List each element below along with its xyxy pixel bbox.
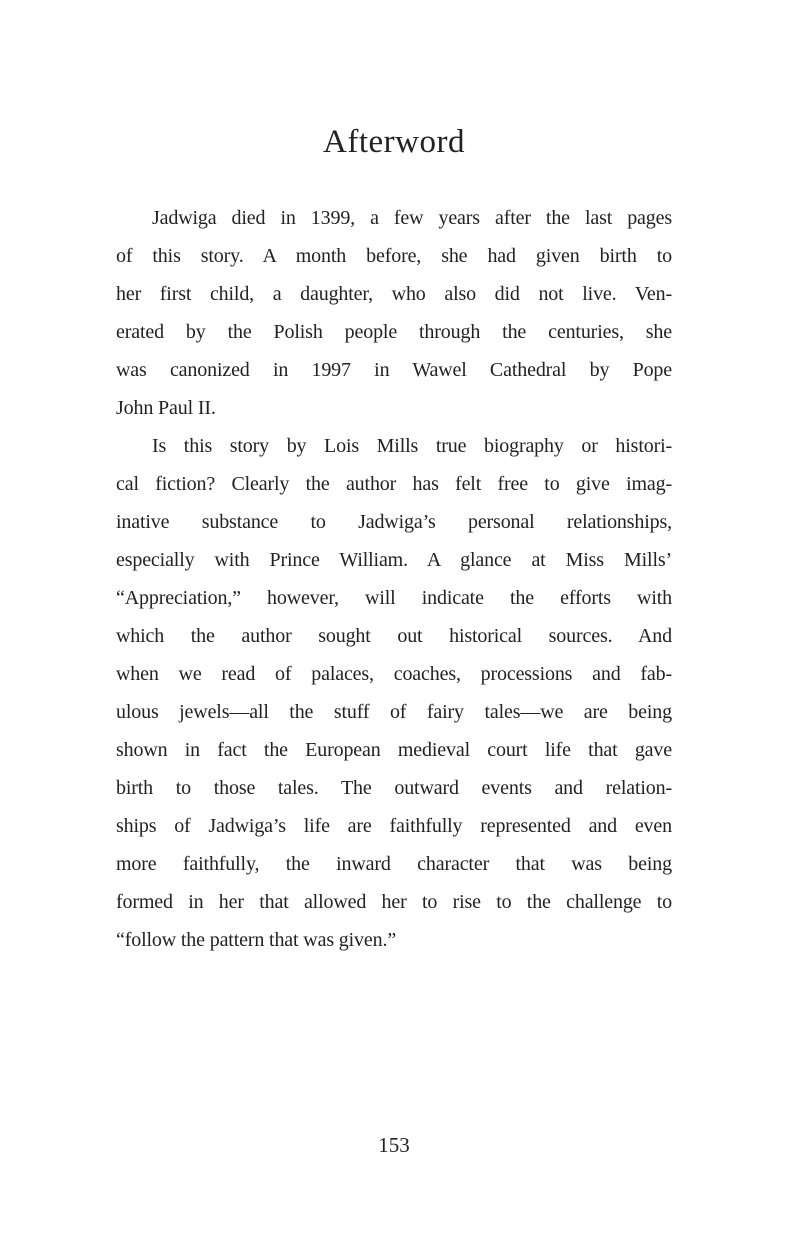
text-line: “Appreciation,” however, will indicate the efforts with xyxy=(116,587,672,609)
text-line: more faithfully, the inward character that was being xyxy=(116,853,672,875)
text-line: when we read of palaces, coaches, processions and fab- xyxy=(116,663,672,685)
text-line: ships of Jadwiga’s life are faithfully represented and even xyxy=(116,815,672,837)
text-line: “follow the pattern that was given.” xyxy=(116,929,397,951)
paragraph xyxy=(116,199,672,427)
text-line: her first child, a daughter, who also did not live. Ven- xyxy=(116,283,672,305)
page-title: Afterword xyxy=(323,124,465,160)
text-line: cal fiction? Clearly the author has felt free to give imag- xyxy=(116,473,672,495)
text-line: was canonized in 1997 in Wawel Cathedral by Pope xyxy=(116,359,672,381)
text-line: shown in fact the European medieval court life that gave xyxy=(116,739,672,761)
text-line: Is this story by Lois Mills true biography or histori- xyxy=(152,435,672,457)
page-number: 153 xyxy=(378,1133,410,1157)
text-line: erated by the Polish people through the centuries, she xyxy=(116,321,672,343)
text-line: ulous jewels—all the stuff of fairy tales—we are being xyxy=(116,701,672,723)
text-line: inative substance to Jadwiga’s personal relationships, xyxy=(116,511,672,533)
body-text xyxy=(116,199,672,959)
text-line: Jadwiga died in 1399, a few years after the last pages xyxy=(152,207,672,229)
paragraph xyxy=(116,427,672,959)
text-line: birth to those tales. The outward events and relation- xyxy=(116,777,672,799)
text-line: of this story. A month before, she had given birth to xyxy=(116,245,672,267)
text-line: John Paul II. xyxy=(116,397,216,419)
text-line: formed in her that allowed her to rise to the challenge to xyxy=(116,891,672,913)
text-line: especially with Prince William. A glance at Miss Mills’ xyxy=(116,549,672,571)
text-line: which the author sought out historical sources. And xyxy=(116,625,672,647)
